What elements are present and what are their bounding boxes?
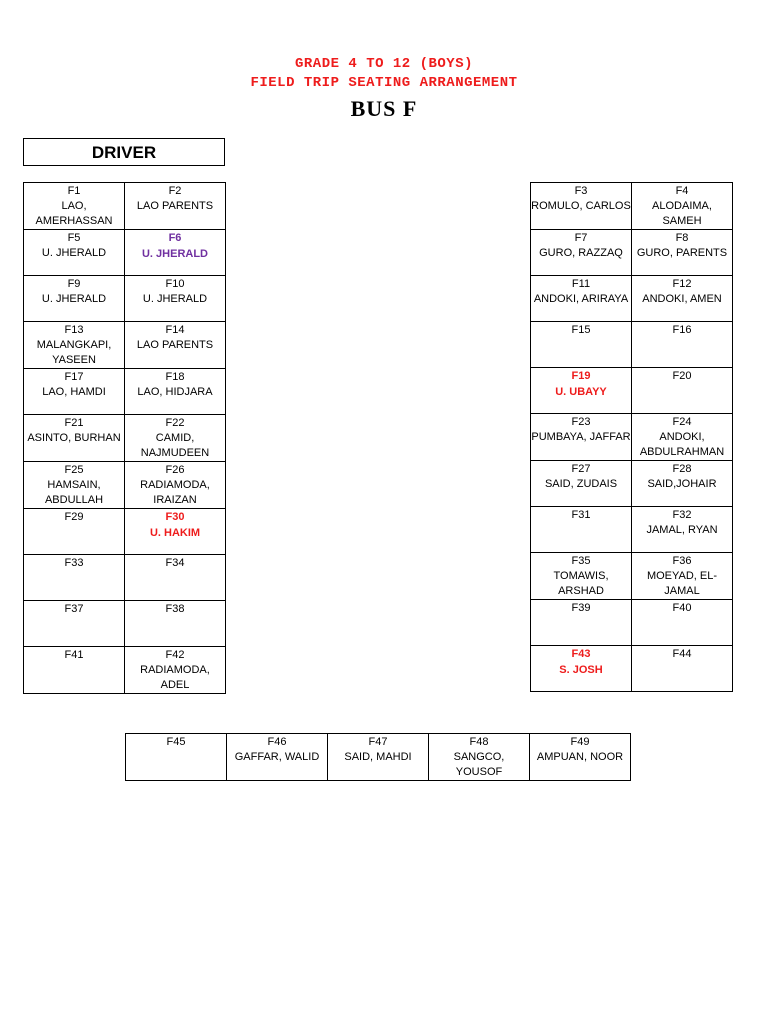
seat-number: F20 — [672, 370, 692, 382]
seat-number: F38 — [165, 603, 185, 615]
seat-number: F28 — [672, 463, 692, 475]
seat-f36 — [632, 553, 733, 600]
seat-number: F22 — [165, 417, 185, 429]
seat-f14 — [125, 322, 226, 369]
seat-f1 — [24, 183, 125, 230]
seat-f41 — [24, 647, 125, 694]
seat-f17 — [24, 369, 125, 415]
seat-f15 — [531, 322, 632, 368]
seat-f44 — [632, 646, 733, 692]
seat-f39 — [531, 600, 632, 646]
seat-passenger-name: JAMAL, RYAN — [646, 524, 718, 536]
seat-number: F2 — [168, 185, 182, 197]
seat-f11 — [531, 276, 632, 322]
seat-row — [531, 507, 733, 553]
seat-f35 — [531, 553, 632, 600]
seat-row — [24, 509, 226, 555]
seat-passenger-name: MALANGKAPI, YASEEN — [36, 339, 112, 366]
seat-number: F33 — [64, 557, 84, 569]
seat-f28 — [632, 461, 733, 507]
seat-number: F41 — [64, 649, 84, 661]
seat-f49 — [530, 734, 631, 781]
seat-f16 — [632, 322, 733, 368]
seat-passenger-name: ALODAIMA, SAMEH — [652, 200, 712, 227]
seat-passenger-name: SAID, MAHDI — [344, 751, 412, 763]
bus-label: BUS F — [350, 96, 418, 121]
seat-number: F25 — [64, 464, 84, 476]
seat-passenger-name: ANDOKI, ABDULRAHMAN — [639, 431, 725, 458]
seat-f48 — [429, 734, 530, 781]
seat-row — [24, 230, 226, 276]
seat-passenger-name: U. JHERALD — [142, 293, 208, 305]
seat-passenger-name: LAO, HIDJARA — [137, 386, 213, 398]
seat-row — [24, 415, 226, 462]
seat-f21 — [24, 415, 125, 462]
seat-passenger-name: LAO, HAMDI — [42, 386, 106, 398]
seat-passenger-name: S. JOSH — [559, 664, 603, 676]
seat-number: F30 — [165, 511, 185, 523]
seat-number: F44 — [672, 648, 692, 660]
seat-passenger-name: GURO, RAZZAQ — [539, 247, 623, 259]
seat-passenger-name: ROMULO, CARLOS — [531, 200, 631, 212]
seat-row — [24, 462, 226, 509]
seat-f32 — [632, 507, 733, 553]
title-grade: GRADE 4 TO 12 (BOYS) — [294, 56, 474, 72]
seat-passenger-name: U. JHERALD — [41, 293, 107, 305]
seat-number: F48 — [469, 736, 489, 748]
seat-number: F18 — [165, 371, 185, 383]
seat-number: F42 — [165, 649, 185, 661]
seat-passenger-name: LAO, AMERHASSAN — [35, 200, 113, 227]
left-seat-table — [23, 182, 226, 694]
seat-f22 — [125, 415, 226, 462]
seat-row — [126, 734, 631, 781]
seat-number: F37 — [64, 603, 84, 615]
seat-f5 — [24, 230, 125, 276]
seat-number: F4 — [675, 185, 689, 197]
seat-row — [531, 461, 733, 507]
seat-f40 — [632, 600, 733, 646]
seat-number: F40 — [672, 602, 692, 614]
seat-number: F5 — [67, 232, 81, 244]
seat-number: F15 — [571, 324, 591, 336]
seat-f33 — [24, 555, 125, 601]
seat-row — [24, 322, 226, 369]
seat-number: F29 — [64, 511, 84, 523]
seat-number: F36 — [672, 555, 692, 567]
seat-row — [24, 369, 226, 415]
seat-f10 — [125, 276, 226, 322]
seat-number: F10 — [165, 278, 185, 290]
seat-f25 — [24, 462, 125, 509]
seat-number: F19 — [571, 370, 591, 382]
seat-f42 — [125, 647, 226, 694]
seat-f7 — [531, 230, 632, 276]
seat-passenger-name: ANDOKI, AMEN — [642, 293, 722, 305]
seat-number: F11 — [571, 278, 591, 290]
seat-f9 — [24, 276, 125, 322]
seat-f4 — [632, 183, 733, 230]
seat-passenger-name: TOMAWIS, ARSHAD — [553, 570, 609, 597]
seat-passenger-name: HAMSAIN, ABDULLAH — [44, 479, 104, 506]
seat-number: F34 — [165, 557, 185, 569]
seat-f19 — [531, 368, 632, 414]
seat-number: F3 — [574, 185, 588, 197]
seat-number: F14 — [165, 324, 185, 336]
seat-number: F17 — [64, 371, 84, 383]
seat-number: F6 — [168, 232, 182, 244]
seat-passenger-name: U. HAKIM — [149, 527, 201, 539]
seat-passenger-name: U. UBAYY — [555, 386, 607, 398]
seat-number: F47 — [368, 736, 388, 748]
seat-passenger-name: AMPUAN, NOOR — [536, 751, 624, 763]
seat-row — [531, 368, 733, 414]
seat-f20 — [632, 368, 733, 414]
seat-passenger-name: LAO PARENTS — [136, 339, 214, 351]
seat-row — [24, 183, 226, 230]
seat-row — [531, 322, 733, 368]
seat-f6 — [125, 230, 226, 276]
seat-passenger-name: U. JHERALD — [41, 247, 107, 259]
seat-f46 — [227, 734, 328, 781]
seat-passenger-name: PUMBAYA, JAFFAR — [531, 431, 631, 443]
seat-number: F26 — [165, 464, 185, 476]
seat-number: F7 — [574, 232, 588, 244]
seat-row — [531, 646, 733, 692]
back-seat-row — [125, 733, 631, 781]
seat-number: F23 — [571, 416, 591, 428]
seat-passenger-name: GURO, PARENTS — [636, 247, 728, 259]
seat-number: F12 — [672, 278, 692, 290]
seat-f31 — [531, 507, 632, 553]
seat-row — [531, 600, 733, 646]
seat-passenger-name: RADIAMODA, IRAIZAN — [140, 479, 210, 506]
seat-passenger-name: RADIAMODA, ADEL — [140, 664, 210, 691]
seat-f27 — [531, 461, 632, 507]
seat-passenger-name: MOEYAD, EL-JAMAL — [646, 570, 718, 597]
seat-f13 — [24, 322, 125, 369]
seat-passenger-name: CAMID, NAJMUDEEN — [140, 432, 210, 459]
seat-f8 — [632, 230, 733, 276]
seat-passenger-name: ANDOKI, ARIRAYA — [533, 293, 629, 305]
seat-passenger-name: ASINTO, BURHAN — [27, 432, 121, 444]
seat-f23 — [531, 414, 632, 461]
seat-number: F45 — [166, 736, 186, 748]
seat-f18 — [125, 369, 226, 415]
seat-passenger-name: SAID,JOHAIR — [647, 478, 717, 490]
seat-number: F13 — [64, 324, 84, 336]
seat-f43 — [531, 646, 632, 692]
seat-row — [24, 555, 226, 601]
seat-number: F21 — [64, 417, 84, 429]
seat-f47 — [328, 734, 429, 781]
seat-number: F39 — [571, 602, 591, 614]
title-seating-arrangement: FIELD TRIP SEATING ARRANGEMENT — [250, 75, 518, 91]
seat-number: F16 — [672, 324, 692, 336]
seat-f26 — [125, 462, 226, 509]
seat-number: F31 — [571, 509, 591, 521]
seat-number: F1 — [67, 185, 81, 197]
seat-row — [531, 230, 733, 276]
seat-number: F43 — [571, 648, 591, 660]
seat-number: F27 — [571, 463, 591, 475]
seat-row — [24, 647, 226, 694]
seat-f2 — [125, 183, 226, 230]
seat-row — [24, 276, 226, 322]
seat-row — [531, 183, 733, 230]
seat-row — [24, 601, 226, 647]
seat-number: F24 — [672, 416, 692, 428]
seat-passenger-name: GAFFAR, WALID — [234, 751, 320, 763]
seat-f37 — [24, 601, 125, 647]
seat-row — [531, 553, 733, 600]
seat-number: F8 — [675, 232, 689, 244]
seat-number: F35 — [571, 555, 591, 567]
seat-number: F46 — [267, 736, 287, 748]
seat-passenger-name: SAID, ZUDAIS — [544, 478, 618, 490]
seat-row — [531, 414, 733, 461]
seat-row — [531, 276, 733, 322]
seat-number: F32 — [672, 509, 692, 521]
seat-f34 — [125, 555, 226, 601]
seat-f38 — [125, 601, 226, 647]
seat-number: F9 — [67, 278, 81, 290]
seat-passenger-name: SANGCO, YOUSOF — [453, 751, 505, 778]
seat-passenger-name: LAO PARENTS — [136, 200, 214, 212]
right-seat-table — [530, 182, 733, 692]
seat-f29 — [24, 509, 125, 555]
seat-f3 — [531, 183, 632, 230]
driver-box: DRIVER — [23, 138, 225, 166]
seat-number: F49 — [570, 736, 590, 748]
seat-f24 — [632, 414, 733, 461]
seat-passenger-name: U. JHERALD — [141, 248, 208, 260]
seat-f12 — [632, 276, 733, 322]
seat-f45 — [126, 734, 227, 781]
seat-f30 — [125, 509, 226, 555]
